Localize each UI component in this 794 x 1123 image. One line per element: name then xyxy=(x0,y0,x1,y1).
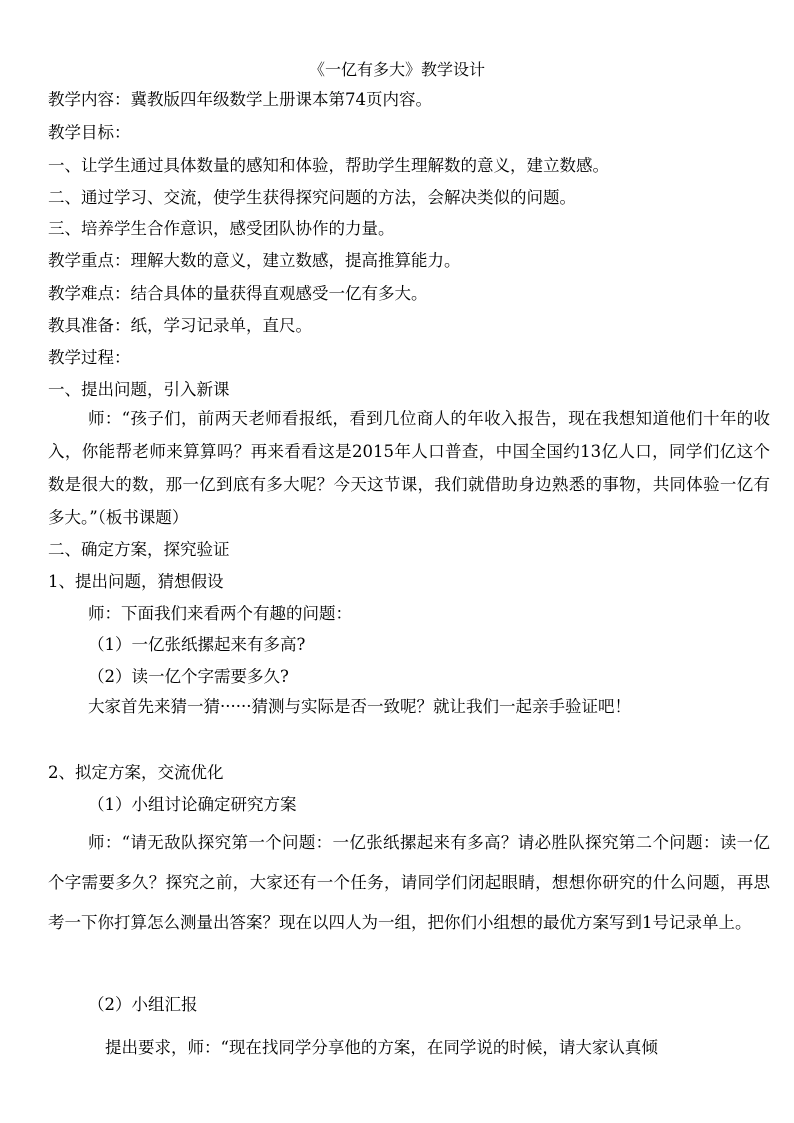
goal-3: 三、培养学生合作意识，感受团队协作的力量。 xyxy=(48,219,395,238)
sub-step-1-paragraph: 师：“请无敌队探究第一个问题：一亿张纸摞起来有多高？请必胜队探究第二个问题：读一亿个字需要多久？探究之前，大家还有一个任务，请同学们闭起眼睛，想想你研究的什么问题，再思考一下你打算怎么测量出答案？现在以四人为一组，把你们小组想的最优方案写到1号记录单上。 xyxy=(48,833,770,932)
section-2-heading: 二、确定方案，探究验证 xyxy=(48,540,230,559)
sub-step-1-heading: （1）小组讨论确定研究方案 xyxy=(88,795,297,814)
goals-heading: 教学目标： xyxy=(48,123,131,142)
difficulty: 教学难点：结合具体的量获得直观感受一亿有多大。 xyxy=(48,284,428,303)
step-1-heading: 1、提出问题，猜想假设 xyxy=(48,572,224,591)
key-point: 教学重点：理解大数的意义，建立数感，提高推算能力。 xyxy=(48,251,461,270)
teaching-content: 教学内容：冀教版四年级数学上册课本第74页内容。 xyxy=(48,90,432,109)
sub-step-2-heading: （2）小组汇报 xyxy=(88,995,198,1014)
step-2-heading: 2、拟定方案，交流优化 xyxy=(48,763,224,782)
goal-2: 二、通过学习、交流，使学生获得探究问题的方法，会解决类似的问题。 xyxy=(48,188,576,207)
sub-step-2-paragraph: 提出要求，师：“现在找同学分享他的方案，在同学说的时候，请大家认真倾 xyxy=(105,1038,658,1057)
process-heading: 教学过程： xyxy=(48,348,131,367)
section-1-heading: 一、提出问题，引入新课 xyxy=(48,380,230,399)
question-1: （1）一亿张纸摞起来有多高? xyxy=(88,635,306,654)
step-1-intro: 师：下面我们来看两个有趣的问题： xyxy=(88,604,352,623)
goal-1: 一、让学生通过具体数量的感知和体验，帮助学生理解数的意义，建立数感。 xyxy=(48,156,609,175)
teaching-tools: 教具准备：纸，学习记录单，直尺。 xyxy=(48,316,312,335)
section-1-paragraph: 师：“孩子们，前两天老师看报纸，看到几位商人的年收入报告，现在我想知道他们十年的收入，你能帮老师来算算吗？再来看看这是2015年人口普查，中国全国约13亿人口，同学们亿这个数是很大的数，那一亿到底有多大呢？今天这节课，我们就借助身边熟悉的事物，共同体验一亿有多大。”（板书课题） xyxy=(48,409,770,527)
guess-paragraph: 大家首先来猜一猜······猜测与实际是否一致呢？就让我们一起亲手验证吧！ xyxy=(88,697,631,716)
document-title: 《一亿有多大》教学设计 xyxy=(308,60,485,79)
question-2: （2）读一亿个字需要多久? xyxy=(88,667,289,686)
